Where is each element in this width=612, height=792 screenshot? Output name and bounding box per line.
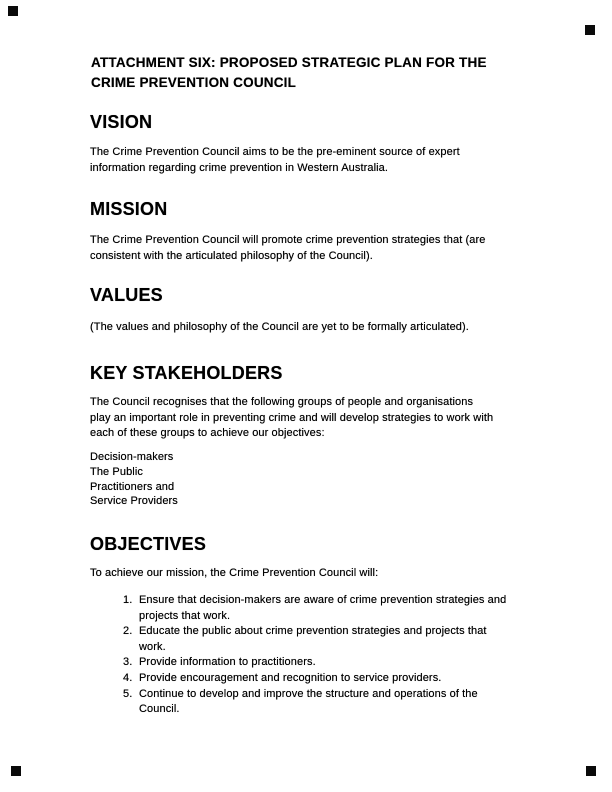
text-line: information regarding crime prevention in Western Australia. [90, 161, 389, 174]
text-line: work. [139, 640, 166, 653]
objective-number: 1. [123, 594, 133, 606]
corner-registration-mark-bottom-left [11, 766, 21, 776]
text-line: The Public [90, 465, 143, 478]
mission-heading: MISSION [90, 199, 168, 219]
objective-text [139, 593, 506, 624]
objectives-heading: OBJECTIVES [90, 534, 207, 554]
objective-text [139, 671, 441, 687]
values-heading: VALUES [90, 285, 163, 305]
objective-item [90, 624, 506, 655]
objective-item [90, 671, 506, 687]
objective-item [90, 655, 506, 671]
objective-text [139, 624, 487, 655]
text-line: Continue to develop and improve the structure and operations of the [139, 687, 478, 700]
text-line: The Crime Prevention Council aims to be the pre-eminent source of expert [90, 146, 460, 158]
text-line: Provide information to practitioners. [139, 656, 316, 669]
text-line: Provide encouragement and recognition to service providers. [139, 671, 442, 684]
text-line: play an important role in preventing crime and will develop strategies to work with [90, 411, 494, 424]
text-line: Educate the public about crime prevention strategies and projects that [139, 625, 487, 638]
text-line: Decision-makers [90, 451, 174, 463]
objective-text [139, 655, 316, 671]
text-line: consistent with the articulated philosophy of the Council). [90, 249, 373, 262]
vision-paragraph [90, 145, 460, 176]
mission-paragraph [90, 233, 486, 264]
text-line: The Crime Prevention Council will promote crime prevention strategies that (are [90, 234, 486, 246]
text-line: each of these groups to achieve our objectives: [90, 427, 325, 440]
corner-registration-mark-bottom-right [586, 766, 596, 776]
corner-registration-mark-top-left [8, 6, 18, 16]
text-line: The Council recognises that the following groups of people and organisations [90, 396, 474, 408]
text-line: Practitioners and [90, 480, 175, 493]
text-line: Service Providers [90, 495, 178, 508]
stakeholder-group-list [90, 450, 178, 509]
key-stakeholders-heading: KEY STAKEHOLDERS [90, 363, 283, 383]
values-paragraph [90, 320, 469, 336]
objective-number: 5. [123, 687, 133, 700]
objective-number: 4. [123, 671, 133, 684]
key-stakeholders-paragraph [90, 395, 493, 442]
text-line: Council. [139, 703, 180, 716]
objectives-list [90, 593, 506, 718]
text-line: projects that work. [139, 609, 231, 622]
objective-text [139, 687, 478, 718]
objective-number: 2. [123, 625, 133, 638]
text-line: CRIME PREVENTION COUNCIL [91, 74, 297, 90]
objective-item [90, 593, 506, 624]
objective-number: 3. [123, 656, 133, 669]
vision-heading: VISION [90, 112, 153, 132]
text-line: (The values and philosophy of the Council are yet to be formally articulated). [90, 321, 469, 333]
objective-item [90, 687, 506, 718]
objectives-intro: To achieve our mission, the Crime Prevention Council will: [90, 567, 379, 579]
corner-registration-mark-top-right [585, 25, 595, 35]
document-title [91, 53, 487, 92]
text-line: ATTACHMENT SIX: PROPOSED STRATEGIC PLAN FOR THE [91, 55, 487, 70]
text-line: Ensure that decision-makers are aware of crime prevention strategies and [139, 594, 507, 606]
